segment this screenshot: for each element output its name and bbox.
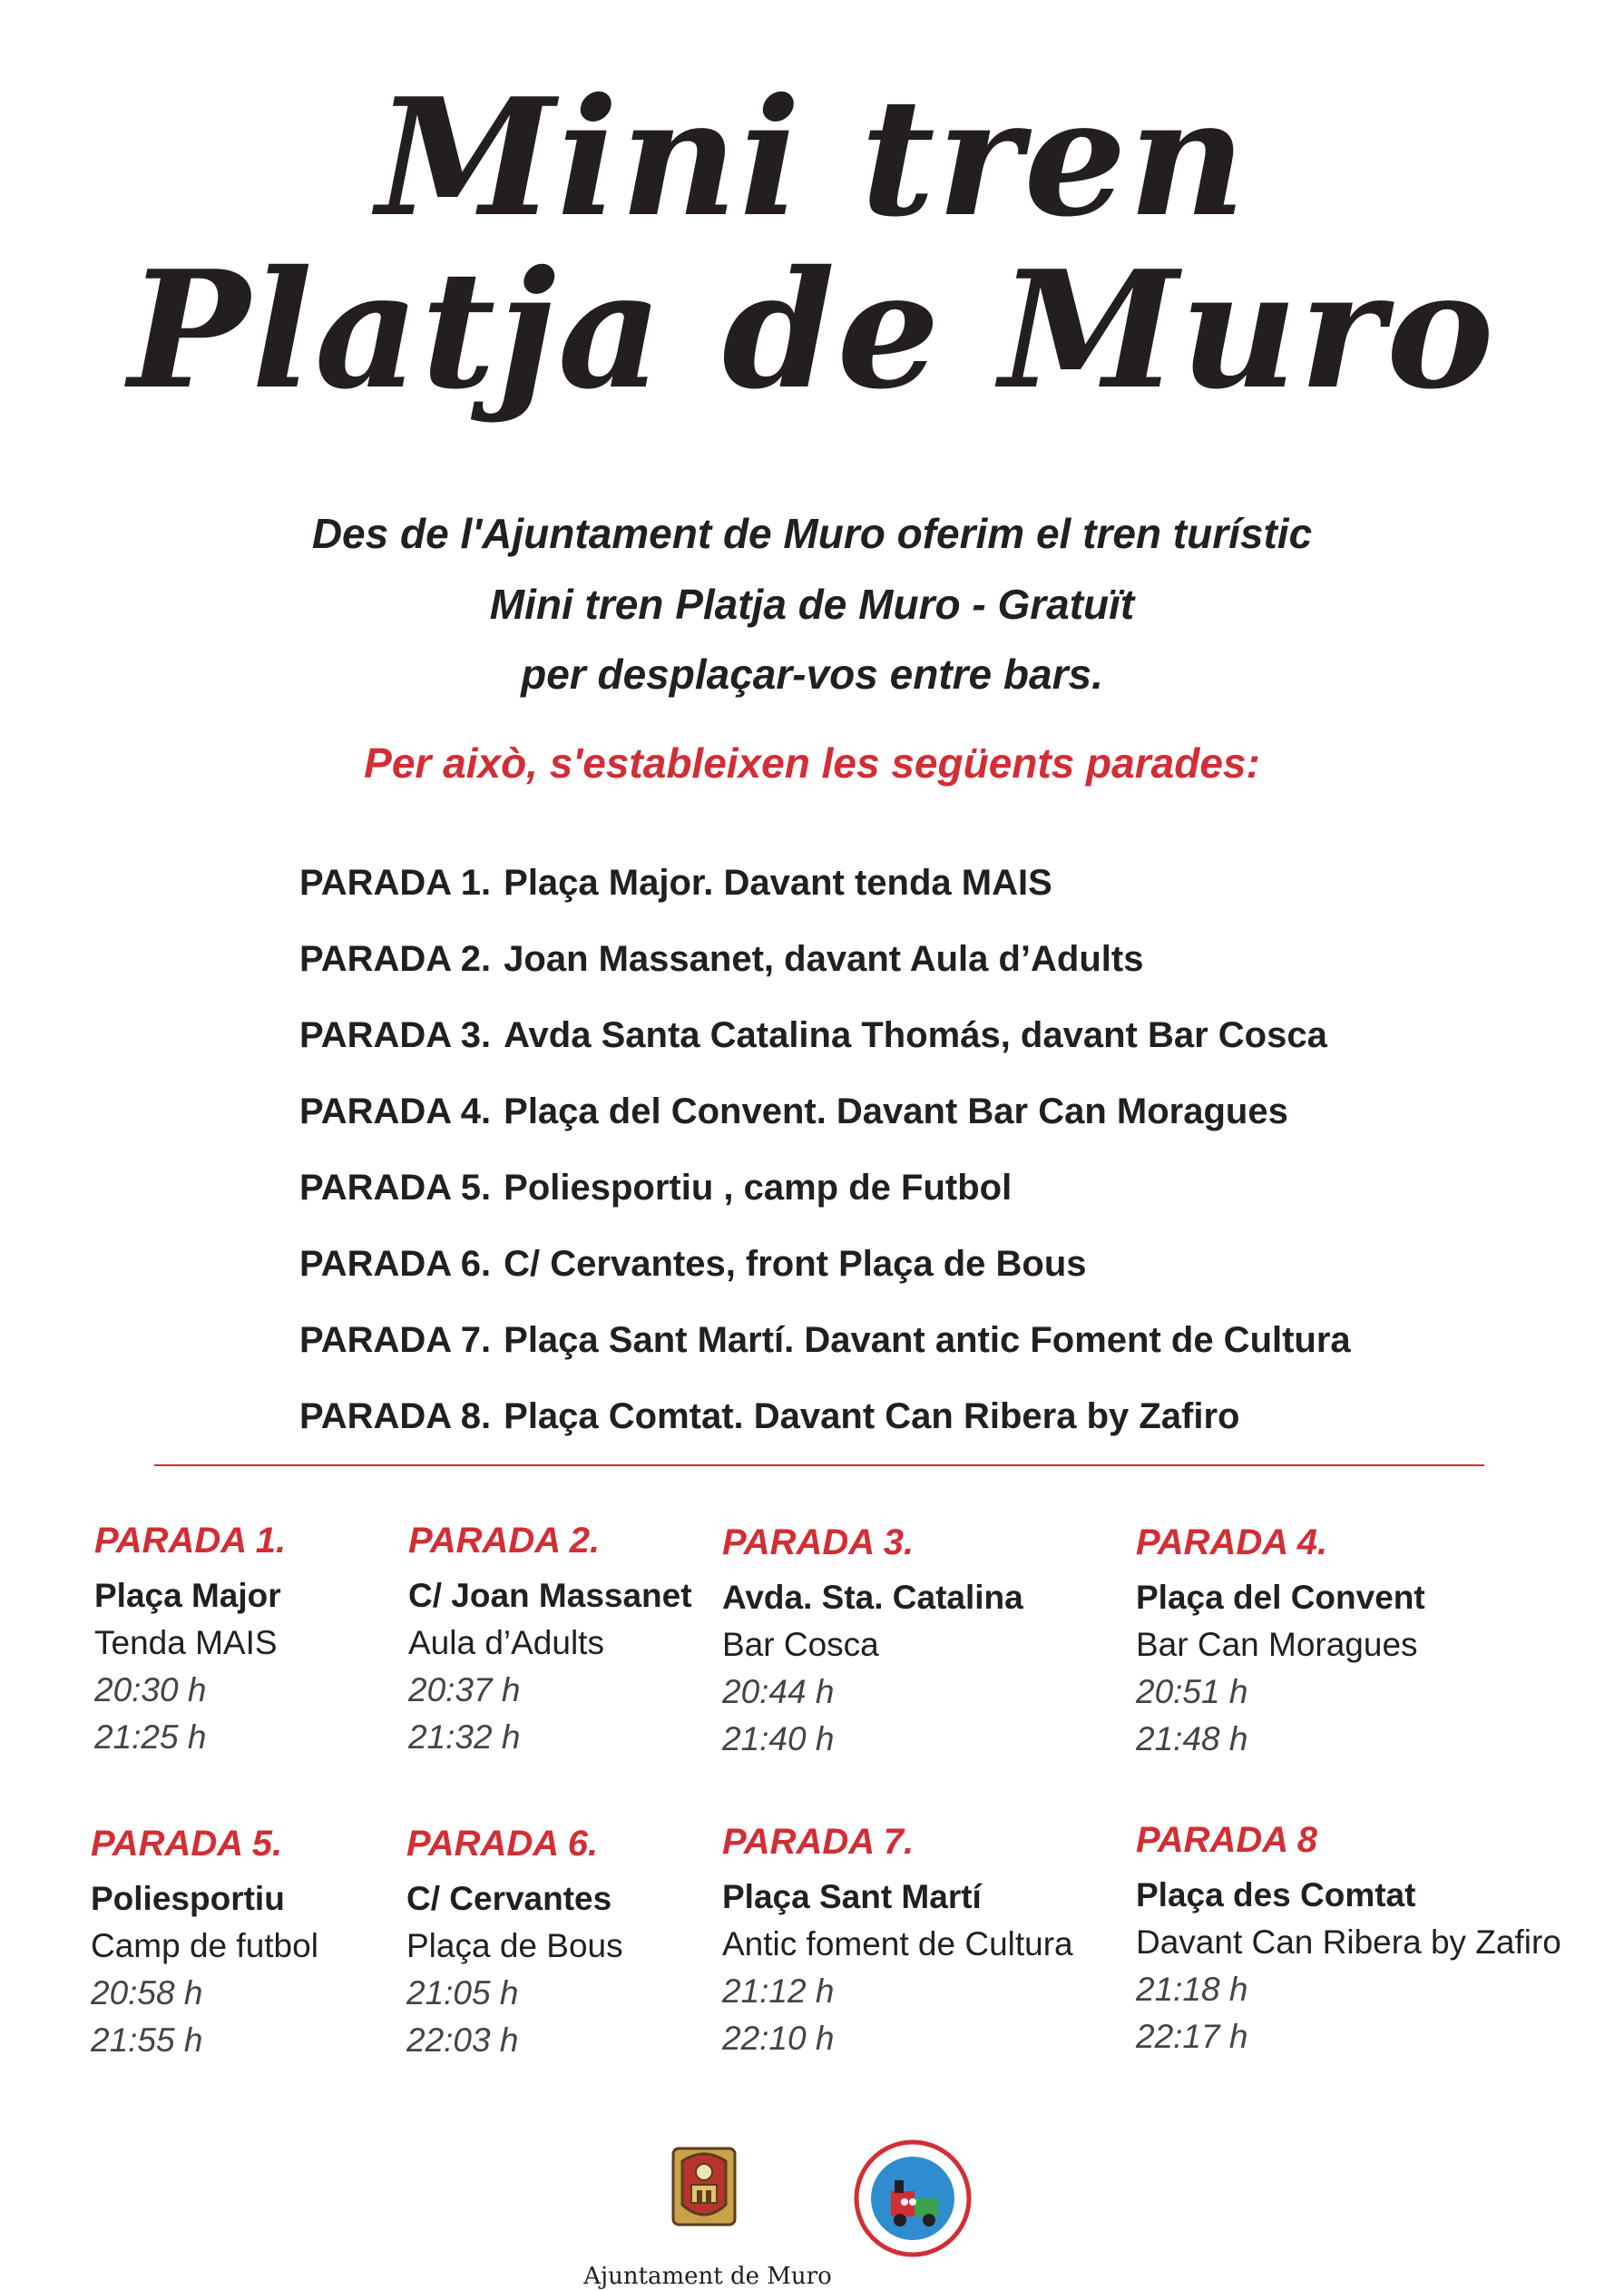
stop-item [299,1246,1087,1282]
schedule-time: 21:12 h [722,1972,835,2010]
schedule-stop-name: Plaça des Comtat [1136,1876,1416,1913]
stop-text: Plaça Sant Martí. Davant antic Foment de Cultura [504,1320,1351,1360]
schedule-time: 21:55 h [91,2021,203,2059]
schedule-stop-detail: Camp de futbol [91,1927,318,1964]
title-line-2: Platja de Muro [128,235,1496,425]
stop-text: C/ Cervantes, front Plaça de Bous [504,1244,1087,1284]
schedule-stop-name: Plaça del Convent [1136,1579,1425,1616]
title-line-1: Mini tren [376,63,1248,252]
schedule-heading: PARADA 3. [722,1522,915,1562]
stops-subtitle: Per això, s'estableixen les següents parades: [364,739,1260,787]
schedule-heading: PARADA 5. [91,1824,283,1864]
schedule-stop-name: Poliesportiu [91,1880,285,1917]
stop-number: PARADA 3. [299,1015,492,1055]
schedule-stop-name: Avda. Sta. Catalina [722,1579,1023,1616]
stop-item [299,1169,1012,1206]
stop-item [299,1398,1239,1434]
schedule-stop-detail: Antic foment de Cultura [722,1925,1073,1962]
divider [154,1464,1484,1466]
ajuntament-crest-logo [664,2141,744,2232]
schedule-stop-name: Plaça Sant Martí [722,1878,982,1915]
schedule-time: 21:18 h [1136,1971,1248,2008]
stop-text: Plaça Major. Davant tenda MAIS [504,863,1052,903]
schedule-time: 20:58 h [91,1974,203,2011]
schedule-stop-detail: Tenda MAIS [94,1624,278,1661]
schedule-card [408,1522,692,1767]
schedule-time: 22:03 h [406,2021,519,2059]
schedule-card [406,1825,623,2070]
schedule-time: 21:25 h [94,1718,207,1756]
mini-tren-logo [853,2138,973,2258]
intro-line-2: Mini tren Platja de Muro - Gratuït [489,581,1135,628]
stop-number: PARADA 8. [299,1396,492,1436]
stop-number: PARADA 6. [299,1244,492,1284]
stop-item [299,1093,1288,1130]
schedule-time: 21:40 h [722,1720,835,1757]
intro-line-1: Des de l'Ajuntament de Muro oferim el tren turístic [311,510,1313,557]
stop-text: Joan Massanet, davant Aula d’Adults [504,939,1144,979]
stop-item [299,865,1052,901]
schedule-heading: PARADA 2. [408,1521,601,1561]
schedule-time: 20:30 h [94,1671,207,1708]
schedule-time: 20:44 h [722,1673,835,1710]
stop-text: Avda Santa Catalina Thomás, davant Bar Cosca [504,1015,1327,1055]
stop-item [299,941,1143,977]
ajuntament-label: Ajuntament de Muro [583,2263,832,2290]
stop-number: PARADA 4. [299,1091,492,1131]
schedule-time: 21:48 h [1136,1720,1248,1757]
schedule-stop-name: C/ Joan Massanet [408,1577,692,1614]
schedule-card [1136,1524,1425,1769]
schedule-card [94,1522,286,1767]
schedule-heading: PARADA 6. [406,1824,599,1864]
schedule-time: 22:10 h [722,2020,835,2057]
schedule-time: 20:37 h [408,1671,521,1708]
schedule-stop-detail: Aula d’Adults [408,1624,604,1661]
schedule-time: 21:05 h [406,1974,519,2011]
schedule-card [722,1824,1073,2069]
schedule-stop-detail: Bar Can Moragues [1136,1626,1418,1663]
stop-text: Plaça del Convent. Davant Bar Can Moragues [504,1091,1288,1131]
stop-text: Plaça Comtat. Davant Can Ribera by Zafiro [504,1396,1240,1436]
intro-line-3: per desplaçar-vos entre bars. [521,651,1103,698]
schedule-time: 22:17 h [1136,2018,1248,2055]
schedule-card [722,1524,1023,1769]
stop-text: Poliesportiu , camp de Futbol [504,1168,1013,1208]
schedule-heading: PARADA 7. [722,1822,915,1862]
schedule-heading: PARADA 8 [1136,1820,1318,1860]
schedule-stop-name: C/ Cervantes [406,1880,612,1917]
schedule-card [1136,1822,1561,2067]
stop-number: PARADA 7. [299,1320,492,1360]
schedule-card [91,1825,318,2070]
schedule-stop-name: Plaça Major [94,1577,281,1614]
schedule-stop-detail: Bar Cosca [722,1626,879,1663]
stop-item [299,1017,1327,1053]
schedule-time: 20:51 h [1136,1673,1248,1710]
schedule-stop-detail: Davant Can Ribera by Zafiro [1136,1923,1561,1961]
stop-item [299,1322,1351,1358]
stop-number: PARADA 1. [299,863,492,903]
schedule-stop-detail: Plaça de Bous [406,1927,623,1964]
stop-number: PARADA 2. [299,939,492,979]
schedule-heading: PARADA 1. [94,1521,287,1561]
schedule-heading: PARADA 4. [1136,1522,1328,1562]
schedule-time: 21:32 h [408,1718,521,1756]
stop-number: PARADA 5. [299,1168,492,1208]
